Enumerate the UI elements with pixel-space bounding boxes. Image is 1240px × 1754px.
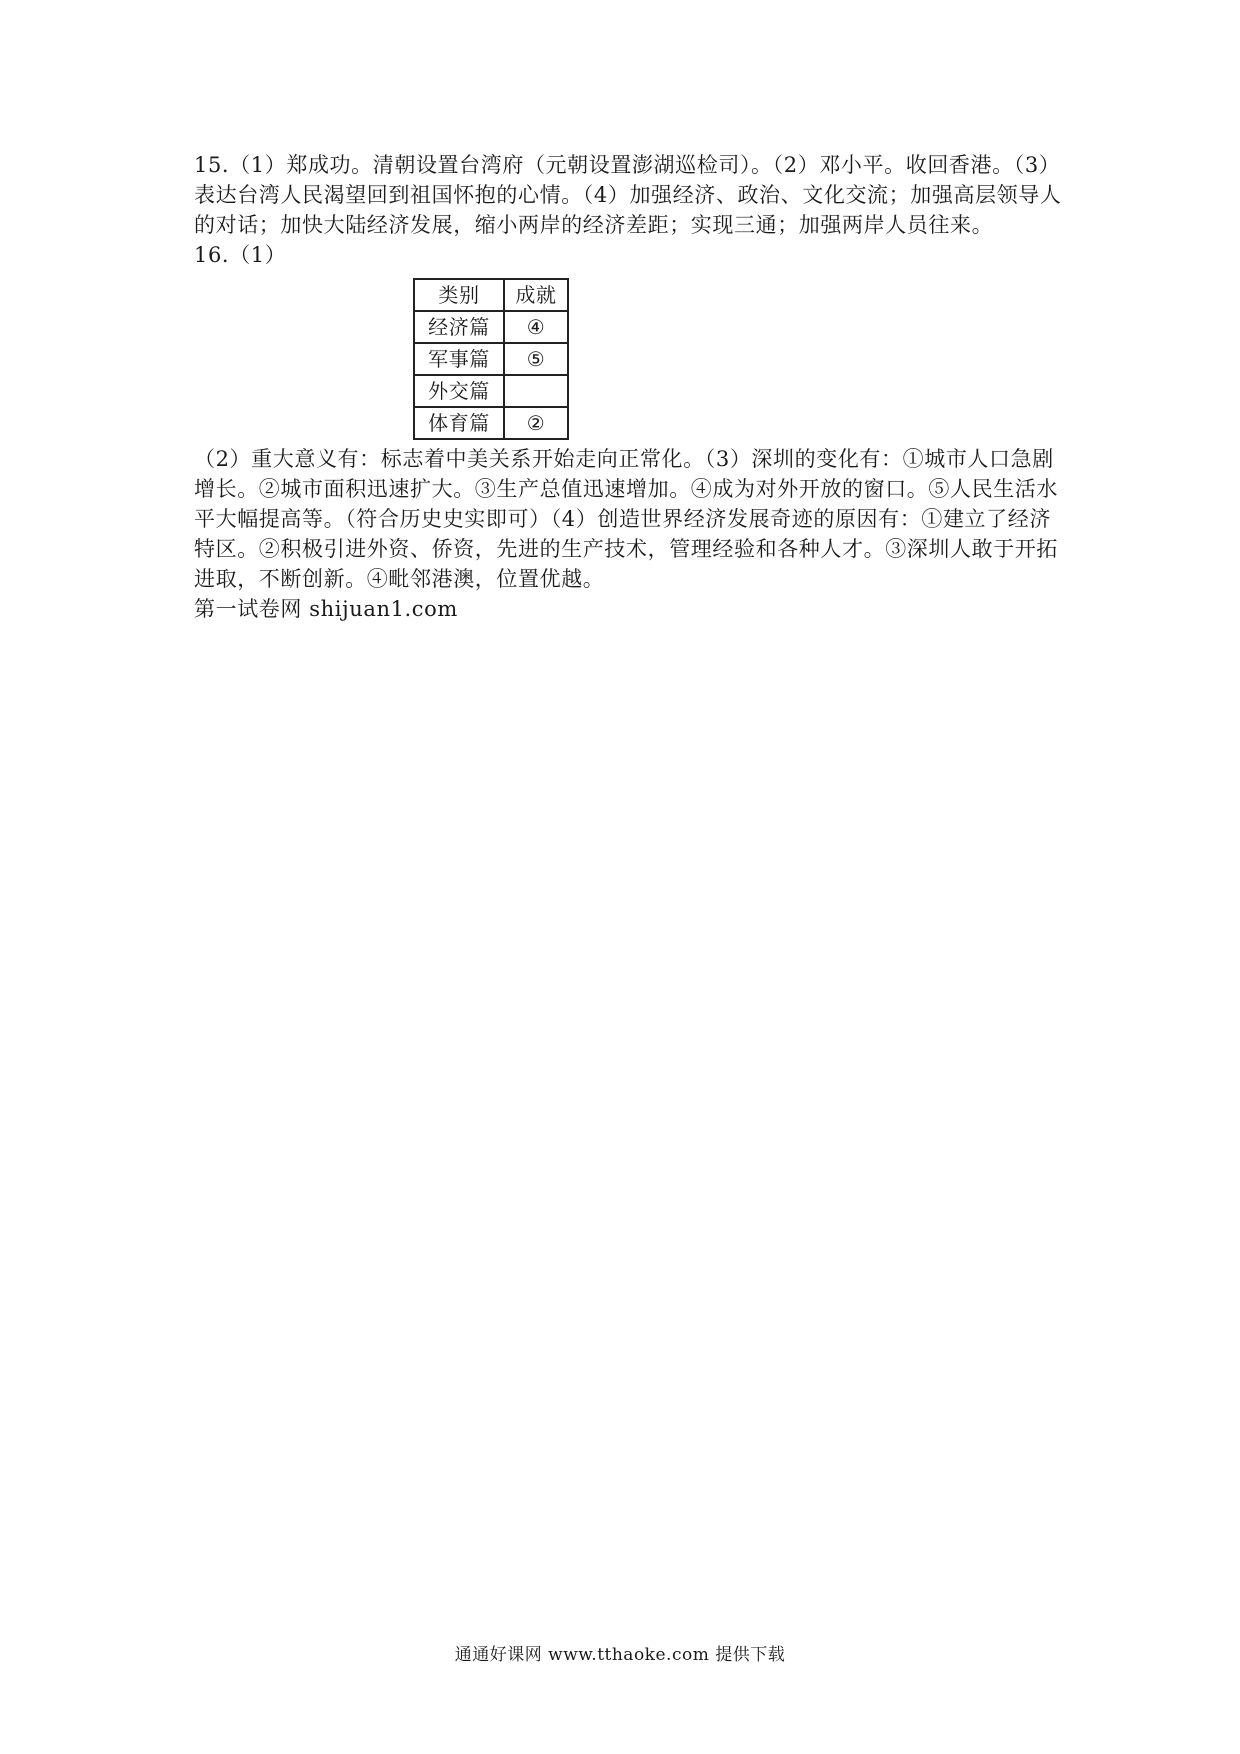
achievement-cell: ④ — [504, 311, 568, 343]
achievement-table-wrap — [413, 278, 1064, 440]
table-row — [414, 407, 568, 439]
header-category: 类别 — [414, 279, 504, 311]
table-header-row — [414, 279, 568, 311]
category-cell: 体育篇 — [414, 407, 504, 439]
source-line: 第一试卷网 shijuan1.com — [194, 597, 458, 621]
table-row — [414, 343, 568, 375]
achievement-cell: ⑤ — [504, 343, 568, 375]
achievement-cell: ② — [504, 407, 568, 439]
achievement-cell — [504, 375, 568, 407]
page-footer: 通通好课网 www.tthaoke.com 提供下载 — [454, 1645, 786, 1665]
table-row — [414, 311, 568, 343]
question-15-answer: 15.（1）郑成功。清朝设置台湾府（元朝设置澎湖巡检司）。（2）邓小平。收回香港。（3）表达台湾人民渴望回到祖国怀抱的心情。（4）加强经济、政治、文化交流；加强高层领导人的对话；加快大陆经济发展，缩小两岸的经济差距；实现三通；加强两岸人员往来。 — [194, 153, 1062, 237]
header-achievement: 成就 — [504, 279, 568, 311]
table-row — [414, 375, 568, 407]
question-16-label: 16.（1） — [194, 243, 287, 267]
category-cell: 军事篇 — [414, 343, 504, 375]
category-cell: 经济篇 — [414, 311, 504, 343]
achievement-table — [413, 278, 569, 440]
category-cell: 外交篇 — [414, 375, 504, 407]
answer-content — [194, 150, 1064, 624]
question-16-answer: （2）重大意义有：标志着中美关系开始走向正常化。（3）深圳的变化有：①城市人口急剧增长。②城市面积迅速扩大。③生产总值迅速增加。④成为对外开放的窗口。⑤人民生活水平大幅提高等。（符合历史史实即可）（4）创造世界经济发展奇迹的原因有：①建立了经济特区。②积极引进外资、侨资，先进的生产技术，管理经验和各种人才。③深圳人敢于开拓进取，不断创新。④毗邻港澳，位置优越。 — [194, 447, 1058, 591]
